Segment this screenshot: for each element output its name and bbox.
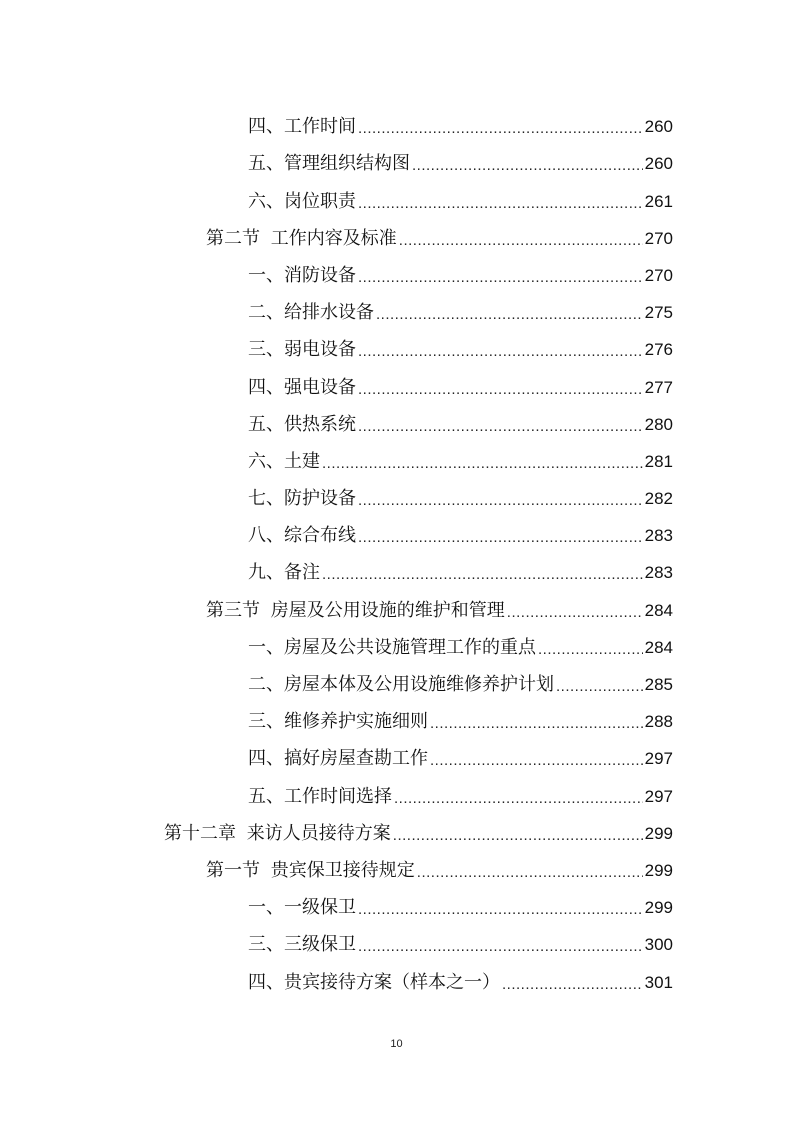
toc-entry-page: 299	[644, 823, 673, 843]
toc-entry-page: 281	[644, 451, 673, 471]
toc-entry-separator	[260, 860, 271, 882]
toc-entry-title: 防护设备	[284, 488, 356, 510]
toc-entry-number: 一	[248, 264, 266, 286]
toc-entry-number: 四	[248, 971, 266, 993]
toc-entry-page: 260	[644, 154, 673, 174]
toc-entry[interactable]	[0, 584, 793, 621]
toc-entry-number: 第二节	[206, 227, 260, 249]
toc-entry[interactable]	[0, 361, 793, 398]
toc-entry-title: 管理组织结构图	[284, 153, 410, 175]
toc-entry-title: 岗位职责	[284, 190, 356, 212]
toc-entry[interactable]	[0, 808, 793, 845]
toc-entry-separator: 、	[266, 413, 284, 435]
toc-entry-page: 283	[644, 526, 673, 546]
toc-entry-number: 四	[248, 116, 266, 138]
toc-leader-dots	[376, 306, 643, 324]
toc-entry-number: 一	[248, 636, 266, 658]
toc-entry-page: 280	[644, 414, 673, 434]
toc-entry[interactable]	[0, 696, 793, 733]
toc-entry-number: 三	[248, 711, 266, 733]
toc-entry-separator: 、	[266, 748, 284, 770]
toc-entry-number: 四	[248, 376, 266, 398]
toc-entry-page: 299	[644, 860, 673, 880]
toc-entry[interactable]	[0, 956, 793, 993]
toc-entry-number: 第三节	[206, 599, 260, 621]
toc-entry-page: 284	[644, 637, 673, 657]
toc-leader-dots	[399, 232, 643, 250]
toc-entry-title: 供热系统	[284, 413, 356, 435]
toc-leader-dots	[417, 864, 643, 882]
toc-leader-dots	[358, 418, 643, 436]
toc-entry-separator: 、	[266, 674, 284, 695]
toc-entry-separator	[260, 228, 271, 250]
toc-leader-dots	[412, 157, 643, 175]
toc-leader-dots	[358, 381, 643, 399]
toc-entry-page: 299	[644, 898, 673, 918]
toc-entry-separator: 、	[266, 525, 284, 547]
toc-entry-separator: 、	[266, 190, 284, 212]
toc-entry-title: 房屋及公用设施的维护和管理	[270, 599, 505, 621]
toc-entry-title: 一级保卫	[284, 897, 356, 919]
toc-entry[interactable]	[0, 733, 793, 770]
toc-entry-title: 工作内容及标准	[270, 227, 397, 249]
toc-entry-title: 贵宾保卫接待规定	[270, 859, 415, 881]
toc-entry[interactable]	[0, 919, 793, 956]
toc-leader-dots	[358, 120, 643, 138]
toc-entry-title: 消防设备	[284, 264, 356, 286]
toc-entry-page: 270	[644, 265, 673, 285]
toc-leader-dots	[430, 715, 643, 733]
toc-leader-dots	[358, 343, 643, 361]
toc-leader-dots	[538, 641, 643, 659]
toc-entry-separator: 、	[266, 562, 284, 584]
toc-entry[interactable]	[0, 213, 793, 250]
toc-entry[interactable]	[0, 845, 793, 882]
toc-leader-dots	[322, 566, 643, 584]
toc-entry[interactable]	[0, 101, 793, 138]
toc-entry-title: 工作时间	[284, 116, 356, 138]
toc-entry-number: 八	[248, 525, 266, 547]
toc-entry-separator: 、	[266, 785, 284, 807]
toc-entry-number: 五	[248, 153, 266, 175]
toc-leader-dots	[358, 269, 643, 287]
toc-leader-dots	[358, 492, 643, 510]
toc-entry-page: 282	[644, 489, 673, 509]
toc-leader-dots	[394, 790, 643, 808]
toc-entry[interactable]	[0, 138, 793, 175]
toc-entry-separator: 、	[266, 376, 284, 398]
toc-leader-dots	[358, 195, 643, 213]
toc-entry-separator: 、	[266, 450, 284, 472]
toc-entry-title: 贵宾接待方案（样本之一）	[284, 971, 500, 993]
toc-entry-number: 一	[248, 897, 266, 919]
toc-leader-dots	[358, 529, 643, 547]
toc-entry-number: 五	[248, 413, 266, 435]
toc-entry-page: 270	[644, 228, 673, 248]
toc-entry-number: 五	[248, 785, 266, 807]
toc-entry-title: 来访人员接待方案	[246, 822, 391, 844]
toc-entry-page: 275	[644, 303, 673, 323]
toc-entry-separator: 、	[266, 488, 284, 510]
toc-entry-title: 房屋本体及公用设施维修养护计划	[284, 674, 554, 695]
table-of-contents	[0, 101, 793, 994]
toc-entry-title: 房屋及公共设施管理工作的重点	[284, 636, 536, 658]
toc-entry-separator: 、	[266, 116, 284, 138]
toc-entry[interactable]	[0, 436, 793, 473]
toc-entry-title: 维修养护实施细则	[284, 711, 428, 733]
toc-leader-dots	[322, 455, 643, 473]
toc-entry-number: 三	[248, 934, 266, 956]
toc-entry-title: 土建	[284, 450, 320, 472]
toc-entry[interactable]	[0, 399, 793, 436]
page-number: 10	[390, 1038, 403, 1050]
toc-leader-dots	[556, 678, 643, 696]
toc-leader-dots	[502, 976, 643, 994]
toc-entry-number: 九	[248, 562, 266, 584]
toc-entry-separator: 、	[266, 971, 284, 993]
toc-entry[interactable]	[0, 175, 793, 212]
toc-entry-separator: 、	[266, 897, 284, 919]
toc-entry[interactable]	[0, 770, 793, 807]
toc-entry[interactable]	[0, 287, 793, 324]
toc-entry[interactable]	[0, 324, 793, 361]
toc-entry-number: 六	[248, 450, 266, 472]
toc-entry[interactable]	[0, 659, 793, 696]
toc-entry[interactable]	[0, 250, 793, 287]
toc-entry-separator: 、	[266, 302, 284, 324]
toc-entry-page: 297	[644, 786, 673, 806]
toc-entry-separator: 、	[266, 711, 284, 733]
toc-entry-separator: 、	[266, 339, 284, 361]
toc-entry-page: 297	[644, 749, 673, 769]
toc-entry-number: 四	[248, 748, 266, 770]
toc-entry-title: 三级保卫	[284, 934, 356, 956]
toc-entry-number: 三	[248, 339, 266, 361]
toc-leader-dots	[358, 901, 643, 919]
toc-entry-page: 288	[644, 712, 673, 732]
toc-entry-separator	[236, 823, 247, 845]
toc-entry[interactable]	[0, 622, 793, 659]
toc-leader-dots	[507, 604, 643, 622]
toc-entry-title: 综合布线	[284, 525, 356, 547]
toc-leader-dots	[430, 752, 643, 770]
toc-entry-page: 261	[644, 191, 673, 211]
toc-entry-title: 弱电设备	[284, 339, 356, 361]
toc-entry-number: 第一节	[206, 859, 260, 881]
toc-entry-number: 七	[248, 488, 266, 510]
toc-entry-number: 六	[248, 190, 266, 212]
toc-entry[interactable]	[0, 510, 793, 547]
toc-entry-page: 284	[644, 600, 673, 620]
toc-entry-page: 301	[644, 972, 673, 992]
toc-entry-title: 工作时间选择	[284, 785, 392, 807]
toc-entry-separator: 、	[266, 264, 284, 286]
toc-entry-title: 备注	[284, 562, 320, 584]
toc-entry-number: 二	[248, 674, 266, 695]
toc-entry[interactable]	[0, 547, 793, 584]
toc-entry-page: 283	[644, 563, 673, 583]
toc-entry-title: 搞好房屋查勘工作	[284, 748, 428, 770]
toc-entry[interactable]	[0, 882, 793, 919]
toc-entry[interactable]	[0, 473, 793, 510]
toc-entry-separator: 、	[266, 153, 284, 175]
toc-entry-title: 强电设备	[284, 376, 356, 398]
toc-entry-page: 277	[644, 377, 673, 397]
toc-entry-separator	[260, 600, 271, 622]
toc-entry-separator: 、	[266, 636, 284, 658]
toc-entry-title: 给排水设备	[284, 302, 374, 324]
toc-leader-dots	[358, 938, 643, 956]
toc-entry-number: 第十二章	[164, 822, 236, 844]
toc-entry-number: 二	[248, 302, 266, 324]
toc-entry-page: 300	[644, 935, 673, 955]
toc-entry-page: 285	[644, 675, 673, 694]
toc-entry-page: 276	[644, 340, 673, 360]
toc-entry-page: 260	[644, 117, 673, 137]
toc-entry-separator: 、	[266, 934, 284, 956]
toc-leader-dots	[393, 827, 643, 845]
